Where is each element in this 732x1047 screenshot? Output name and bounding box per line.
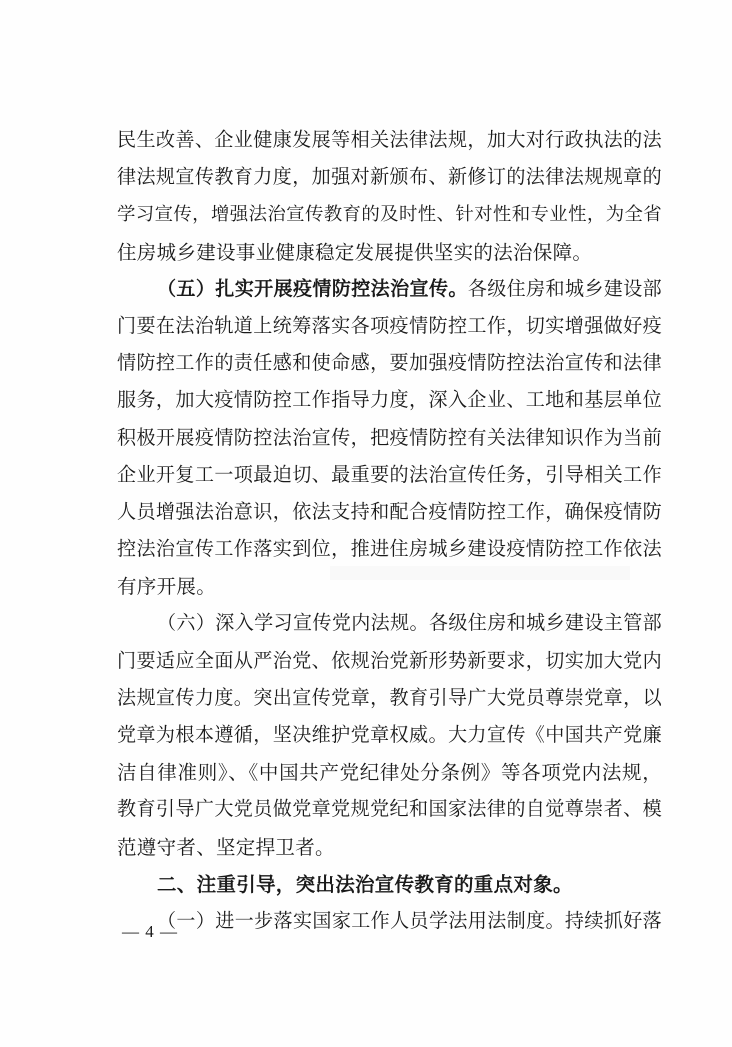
- text-line: 情防控工作的责任感和使命感，要加强疫情防控法治宣传和法律: [117, 352, 662, 375]
- text-line: （一）进一步落实国家工作人员学法用法制度。持续抓好落: [157, 909, 662, 932]
- paragraph-continuation: [117, 122, 662, 271]
- text-line: 门要适应全面从严治党、依规治党新形势新要求，切实加大党内: [117, 649, 662, 672]
- page-number: — 4 —: [122, 922, 178, 941]
- text-line: 学习宣传，增强法治宣传教育的及时性、针对性和专业性，为全省: [117, 204, 662, 226]
- text-line: 党章为根本遵循，坚决维护党章权威。大力宣传《中国共产党廉: [117, 724, 662, 746]
- text-line: 住房城乡建设事业健康稳定发展提供坚实的法治保障。: [117, 240, 593, 264]
- document-body: [117, 122, 662, 940]
- text-line: 教育引导广大党员做党章党规党纪和国家法律的自觉尊崇者、模: [117, 798, 662, 821]
- text-line: 控法治宣传工作落实到位，推进住房城乡建设疫情防控工作依法: [117, 538, 662, 561]
- text-line: 人员增强法治意识，依法支持和配合疫情防控工作，确保疫情防: [117, 500, 662, 523]
- text-line: [117, 271, 662, 308]
- text-line: 有序开展。: [117, 575, 217, 599]
- paragraph-party-regulations: [117, 605, 662, 865]
- paragraph-officials-study: [117, 903, 662, 940]
- text-line: 企业开复工一项最迫切、最重要的法治宣传任务，引导相关工作: [117, 463, 662, 486]
- text-line: 法规宣传力度。突出宣传党章，教育引导广大党员尊崇党章，以: [117, 686, 662, 709]
- paragraph-lead-rest: 各级住房和城乡建设部: [467, 277, 662, 300]
- text-line: （六）深入学习宣传党内法规。各级住房和城乡建设主管部: [157, 612, 662, 635]
- paragraph-lead: （五）扎实开展疫情防控法治宣传。: [157, 277, 468, 300]
- text-line: 民生改善、企业健康发展等相关法律法规，加大对行政执法的法: [117, 129, 662, 151]
- text-line: 洁自律准则》、《中国共产党纪律处分条例》等各项党内法规，: [117, 761, 662, 785]
- paragraph-epidemic-prevention: [117, 271, 662, 606]
- section-heading: [117, 866, 662, 903]
- text-line: 律法规宣传教育力度，加强对新颁布、新修订的法律法规规章的: [117, 166, 662, 189]
- text-line: 服务，加大疫情防控工作指导力度，深入企业、工地和基层单位: [117, 389, 662, 412]
- section-title: 二、注重引导，突出法治宣传教育的重点对象。: [157, 872, 573, 896]
- text-line: 门要在法治轨道上统筹落实各项疫情防控工作，切实增强做好疫: [117, 314, 662, 337]
- text-line: 积极开展疫情防控法治宣传，把疫情防控有关法律知识作为当前: [117, 426, 662, 449]
- text-line: 范遵守者、坚定捍卫者。: [117, 835, 335, 859]
